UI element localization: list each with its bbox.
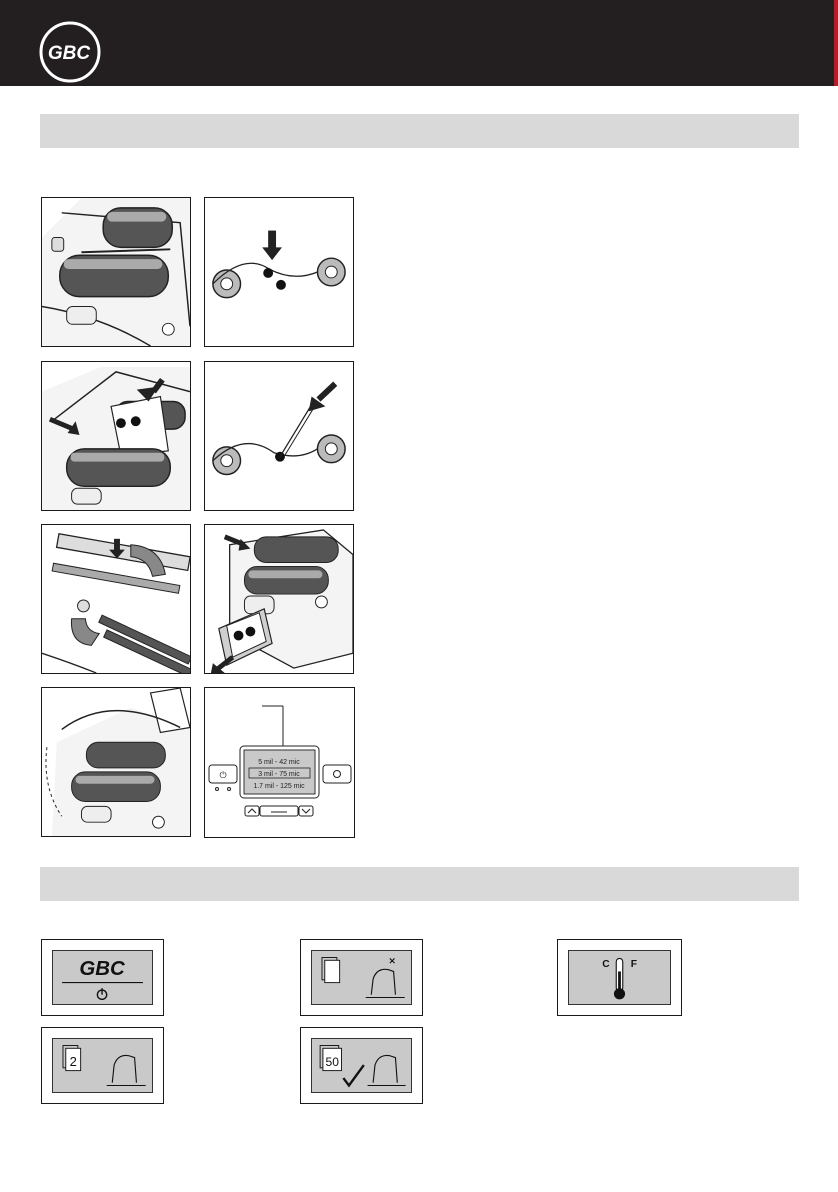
display-ready xyxy=(300,939,423,1016)
laminator-icon xyxy=(373,1055,397,1082)
control-panel-diagram xyxy=(204,687,355,838)
svg-text:⏻: ⏻ xyxy=(219,771,227,781)
fahrenheit-label: F xyxy=(630,958,638,970)
section-band-display xyxy=(40,867,799,901)
section-band-loading xyxy=(40,114,799,148)
menu-item-3: 1.7 mil - 125 mic xyxy=(253,783,305,790)
laminator-icon xyxy=(371,969,395,994)
gbc-logo xyxy=(38,20,102,84)
menu-item-2-selected: 3 mil - 75 mic xyxy=(258,771,300,778)
illustration-roller-assembly xyxy=(41,524,191,674)
diagram-film-path-insert xyxy=(204,361,354,511)
display-temperature xyxy=(557,939,682,1016)
page-header xyxy=(0,0,834,86)
illustration-lid-closing xyxy=(41,687,191,837)
document-count: 50 xyxy=(325,1054,339,1069)
document-stack-icon xyxy=(325,960,340,982)
illustration-rolls-installed xyxy=(41,197,191,347)
up-button xyxy=(245,806,259,816)
display-count-50 xyxy=(300,1027,423,1104)
display-startup xyxy=(41,939,164,1016)
enter-button xyxy=(260,806,298,816)
diagram-film-path-press xyxy=(204,197,354,347)
laminator-icon xyxy=(112,1055,136,1082)
checkmark-icon xyxy=(343,1065,363,1085)
display-count-2 xyxy=(41,1027,164,1104)
down-button xyxy=(299,806,313,816)
illustration-card-removal xyxy=(204,524,354,674)
illustration-threading-card xyxy=(41,361,191,511)
menu-item-1: 5 mil - 42 mic xyxy=(258,759,300,766)
logo-text: GBC xyxy=(47,43,91,64)
header-accent-edge xyxy=(834,0,838,86)
celsius-label: C xyxy=(602,958,610,970)
document-count: 2 xyxy=(69,1053,77,1069)
display-gbc-logo: GBC xyxy=(79,957,125,981)
